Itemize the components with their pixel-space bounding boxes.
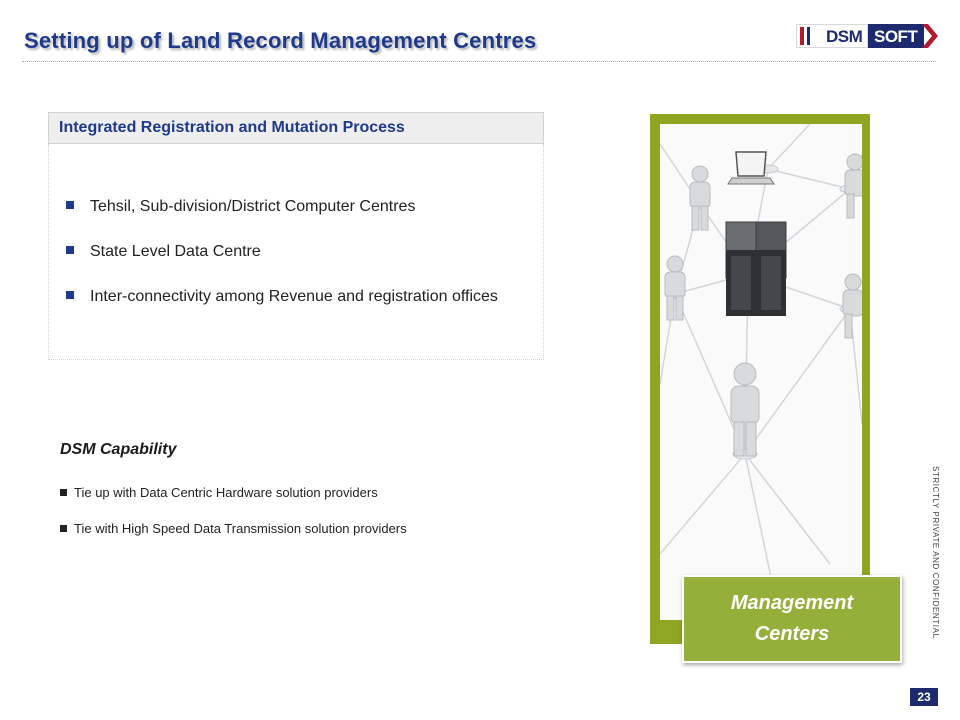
management-label-line1: Management [730, 592, 854, 614]
title-divider [22, 61, 936, 62]
logo-bars-icon [796, 24, 822, 48]
page-number: 23 [910, 688, 938, 706]
capability-title: DSM Capability [60, 441, 177, 458]
process-panel-title: Integrated Registration and Mutation Process [59, 119, 405, 136]
server-icon [726, 222, 786, 316]
square-bullet-icon [66, 246, 74, 254]
square-bullet-icon [66, 201, 74, 209]
logo-text-dsm: DSM [826, 27, 863, 46]
square-bullet-icon [60, 525, 67, 532]
process-item [64, 196, 524, 217]
process-item-text: State Level Data Centre [90, 243, 261, 260]
dsm-soft-logo [796, 22, 940, 52]
process-panel-header [48, 112, 544, 144]
person-icon [843, 274, 862, 338]
logo-text-soft: SOFT [874, 27, 918, 46]
capability-item [60, 484, 540, 502]
person-icon [690, 166, 710, 230]
capability-item-text: Tie with High Speed Data Transmission solution providers [74, 521, 407, 536]
process-item-text: Tehsil, Sub-division/District Computer Centres [90, 198, 416, 215]
capability-list [60, 484, 540, 556]
square-bullet-icon [66, 291, 74, 299]
management-label-line2: Centers [754, 623, 830, 645]
person-icon [845, 154, 862, 218]
process-list [64, 196, 524, 331]
network-diagram-icon [660, 124, 862, 620]
process-item [64, 241, 524, 262]
network-illustration [660, 124, 862, 620]
confidential-notice: STRICTLY PRIVATE AND CONFIDENTIAL [931, 466, 940, 639]
capability-item-text: Tie up with Data Centric Hardware solution providers [74, 485, 378, 500]
page-title: Setting up of Land Record Management Centres [24, 28, 537, 53]
logo-arrow-icon [922, 24, 938, 48]
square-bullet-icon [60, 489, 67, 496]
capability-item [60, 520, 540, 538]
person-icon [665, 256, 685, 320]
process-item-text: Inter-connectivity among Revenue and registration offices [90, 288, 498, 305]
management-centers-label [682, 575, 902, 663]
process-item [64, 286, 524, 307]
